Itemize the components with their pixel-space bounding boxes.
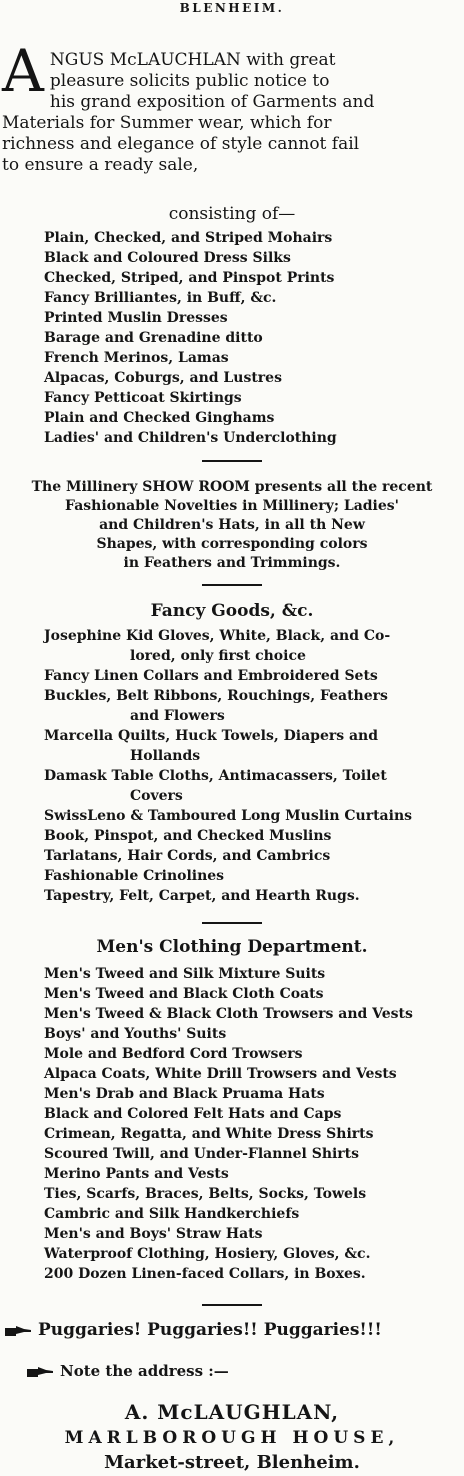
materials-list <box>44 228 462 448</box>
list-item: Black and Colored Felt Hats and Caps <box>44 1106 342 1122</box>
list-item: Men's Tweed & Black Cloth Trowsers and Vests <box>44 1006 413 1022</box>
page-header: BLENHEIM. <box>179 1 285 15</box>
list-item: Fancy Petticoat Skirtings <box>44 390 242 406</box>
list-item: Printed Muslin Dresses <box>44 310 228 326</box>
list-item: 200 Dozen Linen-faced Collars, in Boxes. <box>44 1266 366 1282</box>
list-item: Checked, Striped, and Pinspot Prints <box>44 270 335 286</box>
list-item: Marcella Quilts, Huck Towels, Diapers and <box>44 728 379 744</box>
list-item: Hollands <box>130 748 201 764</box>
list-item: SwissLeno & Tamboured Long Muslin Curtains <box>44 808 412 824</box>
list-item: Damask Table Cloths, Antimacassers, Toilet <box>44 768 387 784</box>
signature-street: Market-street, Blenheim. <box>104 1452 360 1473</box>
section-divider <box>202 460 262 462</box>
list-item: Men's and Boys' Straw Hats <box>44 1226 263 1242</box>
millinery-line: in Feathers and Trimmings. <box>123 555 341 571</box>
list-item: Boys' and Youths' Suits <box>44 1026 227 1042</box>
millinery-line: Shapes, with corresponding colors <box>96 536 368 552</box>
intro-line: NGUS McLAUCHLAN with great <box>49 50 336 70</box>
list-item: Tapestry, Felt, Carpet, and Hearth Rugs. <box>44 888 360 904</box>
millinery-line: and Children's Hats, in all th New <box>99 517 365 533</box>
signature-name: A. McLAUGHLAN, <box>124 1400 340 1424</box>
list-item: and Flowers <box>130 708 225 724</box>
list-item: Fancy Brilliantes, in Buff, &c. <box>44 290 277 306</box>
list-item: Fancy Linen Collars and Embroidered Sets <box>44 668 378 684</box>
intro-line: richness and elegance of style cannot fail <box>2 134 360 154</box>
list-item: Scoured Twill, and Under-Flannel Shirts <box>44 1146 360 1162</box>
list-item: Men's Tweed and Black Cloth Coats <box>44 986 324 1002</box>
list-item: Covers <box>130 788 183 804</box>
list-item: Plain and Checked Ginghams <box>44 410 275 426</box>
mens-clothing-list <box>44 964 462 1284</box>
list-item: Tarlatans, Hair Cords, and Cambrics <box>44 848 331 864</box>
fancy-goods-heading: Fancy Goods, &c. <box>150 601 314 621</box>
list-item: Mole and Bedford Cord Trowsers <box>44 1046 303 1062</box>
list-item: Cambric and Silk Handkerchiefs <box>44 1206 300 1222</box>
list-item: lored, only first choice <box>130 648 306 664</box>
list-item: Merino Pants and Vests <box>44 1166 229 1182</box>
list-item: Alpaca Coats, White Drill Trowsers and Vests <box>44 1066 397 1082</box>
list-item: Black and Coloured Dress Silks <box>44 250 291 266</box>
intro-paragraph <box>2 37 460 176</box>
millinery-paragraph <box>0 478 464 573</box>
signature-house: MARLBOROUGH HOUSE, <box>64 1428 400 1448</box>
section-divider <box>202 1304 262 1306</box>
intro-line: his grand exposition of Garments and <box>49 92 375 112</box>
puggaries-text: Puggaries! Puggaries!! Puggaries!!! <box>38 1320 382 1340</box>
list-item: French Merinos, Lamas <box>44 350 229 366</box>
mens-clothing-heading: Men's Clothing Department. <box>96 937 368 957</box>
note-text: Note the address :— <box>60 1362 229 1380</box>
list-item: Plain, Checked, and Striped Mohairs <box>44 230 333 246</box>
puggaries-line <box>4 1320 382 1340</box>
list-item: Alpacas, Coburgs, and Lustres <box>44 370 282 386</box>
consisting-of-label: consisting of— <box>168 204 296 224</box>
millinery-line: Fashionable Novelties in Millinery; Ladies' <box>65 498 399 514</box>
list-item: Ladies' and Children's Underclothing <box>44 430 337 446</box>
list-item: Men's Tweed and Silk Mixture Suits <box>44 966 326 982</box>
list-item: Barage and Grenadine ditto <box>44 330 263 346</box>
list-item: Waterproof Clothing, Hosiery, Gloves, &c. <box>44 1246 371 1262</box>
fancy-goods-list <box>44 626 462 906</box>
list-item: Josephine Kid Gloves, White, Black, and Co- <box>44 628 391 644</box>
drop-cap: A <box>2 37 44 105</box>
list-item: Men's Drab and Black Pruama Hats <box>44 1086 325 1102</box>
intro-line: Materials for Summer wear, which for <box>2 113 332 133</box>
list-item: Crimean, Regatta, and White Dress Shirts <box>44 1126 374 1142</box>
pointing-hand-icon <box>4 1325 32 1337</box>
intro-line: to ensure a ready sale, <box>2 155 199 175</box>
list-item: Fashionable Crinolines <box>44 868 225 884</box>
list-item: Book, Pinspot, and Checked Muslins <box>44 828 332 844</box>
millinery-line: The Millinery SHOW ROOM presents all the recent <box>31 479 433 495</box>
pointing-hand-icon <box>26 1366 54 1378</box>
list-item: Buckles, Belt Ribbons, Rouchings, Feathers <box>44 688 388 704</box>
list-item: Ties, Scarfs, Braces, Belts, Socks, Towels <box>44 1186 367 1202</box>
section-divider <box>202 922 262 924</box>
note-line <box>26 1362 229 1380</box>
section-divider <box>202 584 262 586</box>
intro-line: pleasure solicits public notice to <box>49 71 330 91</box>
